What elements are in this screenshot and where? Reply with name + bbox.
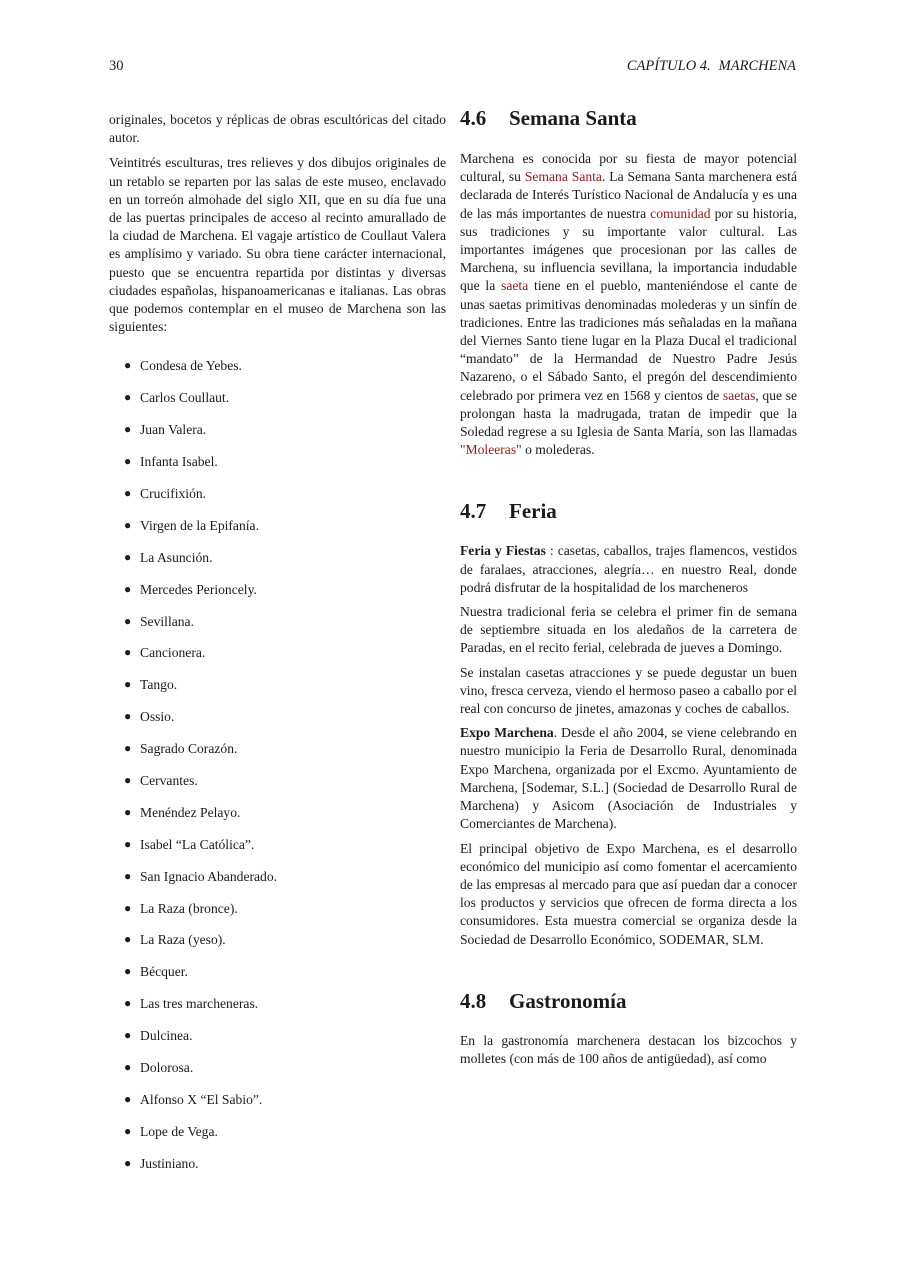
list-item — [109, 1148, 446, 1180]
work-title: Cervantes. — [140, 773, 198, 789]
work-title: La Raza (bronce). — [140, 900, 238, 916]
paragraph-intro: originales, bocetos y réplicas de obras escultóricas del citado autor. — [109, 112, 446, 146]
paragraph-museum: Veintitrés esculturas, tres relieves y dos dibujos originales de un retablo se reparten por las salas de este museo, enclavado en un torreón almohade del siglo XII, que en su día fue una de las puertas principales de acceso al recinto amurallado de la ciudad de Marchena. El vagaje artístico de Coullaut Valera es amplísimo y variado. Su obra tiene carácter internacional, puesto que se encuentra repartida por distintas y diversas ciudades españolas, hispanoamericanas e italianas. Las obras que podemos contemplar en el museo de Marchena son las siguientes: — [109, 155, 446, 335]
link-saeta[interactable]: saeta — [501, 278, 529, 294]
section-number: 4.6 — [460, 106, 487, 130]
bullet-icon: ● — [124, 1155, 132, 1170]
work-title: Condesa de Yebes. — [140, 358, 242, 374]
text-run: . La Semana Santa marchenera está declarada de Interés Turístico Nacional de Andalucía y es una de las más importantes de nuestra — [460, 169, 797, 221]
list-item — [109, 669, 446, 701]
bullet-icon: ● — [124, 549, 132, 564]
chapter-label: CAPÍTULO 4. — [626, 58, 711, 74]
link-comunidad[interactable]: comunidad — [650, 205, 711, 221]
list-item — [109, 893, 446, 925]
link-moleeras[interactable]: "Moleeras" — [460, 442, 522, 458]
list-item — [109, 414, 446, 446]
running-header — [627, 58, 796, 75]
work-title: Dolorosa. — [140, 1060, 194, 1076]
work-title: Justiniano. — [140, 1155, 199, 1171]
bullet-icon: ● — [124, 900, 132, 915]
work-title: Mercedes Perioncely. — [140, 581, 257, 597]
list-item — [109, 478, 446, 510]
bold-term: Expo Marchena — [460, 725, 554, 741]
bullet-icon: ● — [124, 454, 132, 469]
text-run: tiene en el pueblo, manteniéndose el cante de unas saetas primitivas denominadas molederas y un sinfín de tradiciones. Entre las tradiciones más señaladas en la mañana del Viernes Santo tiene lugar en la Plaza Ducal el tradicional “mandato” de la Hermandad de Nuestro Padre Jesús Nazareno, o el Sábado Santo, el pregón del descendimiento celebrado por primera vez en 1568 y cientos de — [460, 278, 797, 403]
work-title: Isabel “La Católica”. — [140, 836, 255, 852]
work-title: Juan Valera. — [140, 422, 207, 438]
work-title: Cancionera. — [140, 645, 206, 661]
bullet-icon: ● — [124, 1028, 132, 1043]
work-title: Lope de Vega. — [140, 1123, 218, 1139]
list-item — [109, 956, 446, 988]
page-number: 30 — [109, 58, 124, 74]
work-title: Ossio. — [140, 709, 175, 725]
work-title: San Ignacio Abanderado. — [140, 868, 278, 884]
section-heading — [460, 104, 797, 132]
section-semana-santa — [460, 104, 797, 459]
paragraph-gastronomia: En la gastronomía marchenera destacan los bizcochos y molletes (con más de 100 años de antigüedad), así como — [460, 1032, 797, 1066]
bullet-icon: ● — [124, 1091, 132, 1106]
list-item — [109, 765, 446, 797]
list-item — [109, 637, 446, 669]
work-title: Tango. — [140, 677, 178, 693]
list-item — [109, 574, 446, 606]
bullet-icon: ● — [124, 1123, 132, 1138]
text-run: Marchena es conocida por su fiesta de mayor potencial cultural, su — [460, 151, 797, 185]
bullet-icon: ● — [124, 773, 132, 788]
work-title: Las tres marcheneras. — [140, 996, 259, 1012]
bullet-icon: ● — [124, 932, 132, 947]
work-title: Bécquer. — [140, 964, 188, 980]
work-title: Alfonso X “El Sabio”. — [140, 1091, 263, 1107]
paragraph-feria-casetas: Se instalan casetas atracciones y se puede degustar un buen vino, fresca cerveza, viendo el hermoso paseo a caballo por el real con concurso de jinetes, amazonas y coches de caballos. — [460, 664, 797, 717]
section-title: Feria — [509, 499, 557, 524]
work-title: Sagrado Corazón. — [140, 741, 238, 757]
paragraph-feria-fiestas — [460, 542, 797, 597]
bullet-icon: ● — [124, 422, 132, 437]
section-title: Gastronomía — [509, 988, 627, 1013]
section-heading — [460, 497, 797, 525]
work-title: Menéndez Pelayo. — [140, 804, 241, 820]
list-item — [109, 382, 446, 414]
work-title: Sevillana. — [140, 613, 194, 629]
left-column — [109, 111, 446, 1180]
list-item — [109, 701, 446, 733]
section-heading — [460, 987, 797, 1015]
section-number: 4.7 — [460, 499, 487, 524]
list-item — [109, 1084, 446, 1116]
list-item — [109, 829, 446, 861]
list-item — [109, 1020, 446, 1052]
list-item — [109, 1052, 446, 1084]
bullet-icon: ● — [124, 581, 132, 596]
link-semana-santa[interactable]: Semana Santa — [524, 169, 602, 185]
bullet-icon: ● — [124, 677, 132, 692]
work-title: La Asunción. — [140, 549, 213, 565]
list-item — [109, 988, 446, 1020]
work-title: La Raza (yeso). — [140, 932, 226, 948]
bold-term: Feria y Fiestas — [460, 543, 546, 559]
works-list — [109, 350, 446, 1179]
work-title: Carlos Coullaut. — [140, 390, 230, 406]
list-item — [109, 606, 446, 638]
bullet-icon: ● — [124, 613, 132, 628]
section-number: 4.8 — [460, 988, 487, 1013]
section-title: Semana Santa — [509, 106, 637, 130]
bullet-icon: ● — [124, 358, 132, 373]
bullet-icon: ● — [124, 868, 132, 883]
bullet-icon: ● — [124, 741, 132, 756]
section-gastronomia — [460, 987, 797, 1068]
list-item — [109, 542, 446, 574]
work-title: Crucifixión. — [140, 486, 207, 501]
text-run: . Desde el año 2004, se viene celebrando en nuestro municipio la Feria de Desarrollo Rural, denominada Expo Marchena, organizada por el Excmo. Ayuntamiento de Marchena, [Sodemar, S.L.] (Sociedad de Desarrollo Rural de Marchena) y Asicom (Asociación de Industriales y Comerciantes de Marchena). — [460, 725, 797, 832]
paragraph-semana-santa — [460, 150, 797, 459]
paragraph-feria-date: Nuestra tradicional feria se celebra el primer fin de semana de septiembre situada en los aledaños de la carretera de Paradas, en el recito ferial, celebrada de jueves a Domingo. — [460, 604, 797, 656]
bullet-icon: ● — [124, 517, 132, 532]
bullet-icon: ● — [124, 804, 132, 819]
section-feria — [460, 497, 797, 948]
list-item — [109, 446, 446, 478]
bullet-icon: ● — [124, 996, 132, 1011]
list-item — [109, 510, 446, 542]
list-item — [109, 797, 446, 829]
right-column — [460, 104, 797, 1074]
bullet-icon: ● — [124, 645, 132, 660]
list-item — [109, 733, 446, 765]
bullet-icon: ● — [124, 390, 132, 405]
link-saetas[interactable]: saetas — [722, 387, 756, 403]
bullet-icon: ● — [124, 964, 132, 979]
paragraph-expo-objective: El principal objetivo de Expo Marchena, es el desarrollo económico del municipio así como fomentar el acercamiento de las empresas al mercado para que así puedan dar a conocer los productos y servicios que ofrecen de forma directa a los consumidores. Esta muestra comercial se organiza desde la Sociedad de Desarrollo Económico, SODEMAR, SLM. — [460, 840, 797, 947]
work-title: Dulcinea. — [140, 1028, 193, 1044]
text-run: , que se prolongan hasta la madrugada, tratan de impedir que la Soledad regrese a su Iglesia de Santa María, son las llamadas — [460, 387, 797, 440]
list-item — [109, 1116, 446, 1148]
bullet-icon: ● — [124, 709, 132, 724]
list-item — [109, 350, 446, 382]
work-title: Infanta Isabel. — [140, 454, 218, 470]
work-title: Virgen de la Epifanía. — [140, 517, 259, 533]
bullet-icon: ● — [124, 486, 132, 500]
bullet-icon: ● — [124, 1060, 132, 1075]
bullet-icon: ● — [124, 836, 132, 851]
list-item — [109, 861, 446, 893]
text-run: por su historia, sus tradiciones y su importante valor cultural. Las importantes imágenes que procesionan por las calles de Marchena, su influencia sevillana, la importancia indudable que la — [460, 205, 797, 294]
text-run: : casetas, caballos, trajes flamencos, vestidos de faralaes, atracciones, alegría… en nuestro Real, donde podrá disfrutar de la hospitalidad de los marcheneros — [460, 543, 797, 595]
text-run: o molederas. — [521, 442, 595, 458]
paragraph-expo — [460, 724, 797, 833]
chapter-title: MARCHENA — [718, 58, 796, 74]
list-item — [109, 924, 446, 956]
